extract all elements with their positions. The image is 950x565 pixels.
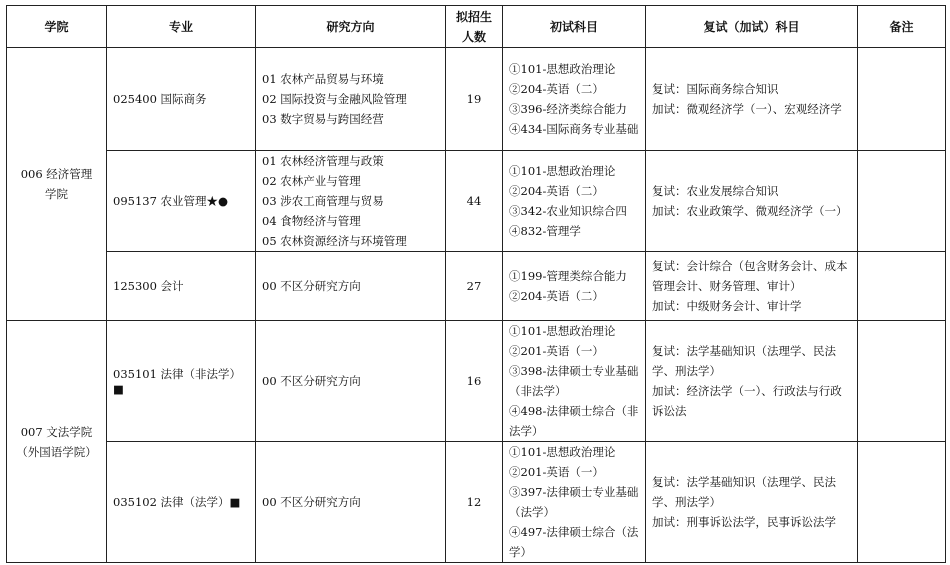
retest-cell bbox=[646, 252, 858, 321]
retest-item: 加试：农业政策学、微观经济学（一） bbox=[652, 204, 848, 218]
header-major: 专业 bbox=[107, 6, 256, 48]
direction-item: 03 数字贸易与跨国经营 bbox=[262, 112, 384, 126]
exam-item: ②204-英语（二） bbox=[509, 184, 604, 198]
direction-item: 01 农林经济管理与政策 bbox=[262, 154, 384, 168]
retest-item: 加试：刑事诉讼法学，民事诉讼法学 bbox=[652, 515, 836, 529]
college-name-line: 学院 bbox=[45, 187, 68, 201]
header-remark: 备注 bbox=[858, 6, 946, 48]
retest-item: 复试：会计综合（包含财务会计、成本管理会计、财务管理、审计） bbox=[652, 259, 848, 293]
major-cell: 025400 国际商务 bbox=[107, 48, 256, 151]
major-cell: 125300 会计 bbox=[107, 252, 256, 321]
retest-cell bbox=[646, 48, 858, 151]
exam-item: ③342-农业知识综合四 bbox=[509, 204, 627, 218]
exam-item: ④497-法律硕士综合（法学） bbox=[509, 525, 639, 559]
college-name-line: 006 经济管理 bbox=[20, 167, 93, 181]
direction-item: 03 涉农工商管理与贸易 bbox=[262, 194, 384, 208]
exam-item: ④832-管理学 bbox=[509, 224, 581, 238]
exam-cell bbox=[503, 321, 646, 442]
retest-cell bbox=[646, 321, 858, 442]
admission-table bbox=[6, 5, 946, 563]
header-retest: 复试（加试）科目 bbox=[646, 6, 858, 48]
quota-cell: 27 bbox=[446, 252, 503, 321]
direction-item: 02 农林产业与管理 bbox=[262, 174, 361, 188]
college-cell bbox=[7, 48, 107, 321]
header-direction: 研究方向 bbox=[256, 6, 446, 48]
exam-item: ①101-思想政治理论 bbox=[509, 62, 616, 76]
remark-cell bbox=[858, 252, 946, 321]
table-row bbox=[7, 442, 946, 563]
exam-item: ①199-管理类综合能力 bbox=[509, 269, 627, 283]
remark-cell bbox=[858, 321, 946, 442]
table-row bbox=[7, 151, 946, 252]
college-name-line: （外国语学院） bbox=[16, 444, 97, 459]
retest-item: 复试：法学基础知识（法理学、民法学、刑法学） bbox=[652, 344, 836, 378]
direction-item: 04 食物经济与管理 bbox=[262, 214, 361, 228]
retest-item: 复试：农业发展综合知识 bbox=[652, 184, 779, 198]
retest-cell bbox=[646, 442, 858, 563]
exam-item: ②204-英语（二） bbox=[509, 289, 604, 303]
exam-item: ③397-法律硕士专业基础（法学） bbox=[509, 485, 639, 519]
direction-item: 00 不区分研究方向 bbox=[262, 279, 361, 293]
exam-cell bbox=[503, 442, 646, 563]
direction-cell bbox=[256, 321, 446, 442]
header-exam: 初试科目 bbox=[503, 6, 646, 48]
retest-item: 复试：法学基础知识（法理学、民法学、刑法学） bbox=[652, 475, 836, 509]
quota-cell: 44 bbox=[446, 151, 503, 252]
quota-cell: 19 bbox=[446, 48, 503, 151]
major-cell: 095137 农业管理★● bbox=[107, 151, 256, 252]
exam-item: ②201-英语（一） bbox=[509, 465, 604, 479]
header-quota-line1: 拟招生 bbox=[455, 9, 492, 24]
header-quota-line2: 人数 bbox=[461, 29, 486, 44]
exam-item: ④498-法律硕士综合（非法学） bbox=[509, 404, 639, 438]
college-cell bbox=[7, 321, 107, 563]
direction-item: 05 农林资源经济与环境管理 bbox=[262, 234, 407, 248]
major-cell: 035101 法律（非法学）■ bbox=[107, 321, 256, 442]
exam-item: ②204-英语（二） bbox=[509, 82, 604, 96]
table-row bbox=[7, 321, 946, 442]
header-college: 学院 bbox=[7, 6, 107, 48]
direction-item: 01 农林产品贸易与环境 bbox=[262, 72, 384, 86]
major-cell: 035102 法律（法学）■ bbox=[107, 442, 256, 563]
remark-cell bbox=[858, 151, 946, 252]
retest-item: 加试：微观经济学（一）、宏观经济学 bbox=[652, 102, 842, 116]
direction-item: 00 不区分研究方向 bbox=[262, 495, 361, 509]
exam-item: ②201-英语（一） bbox=[509, 344, 604, 358]
exam-item: ①101-思想政治理论 bbox=[509, 445, 616, 459]
table-row bbox=[7, 252, 946, 321]
retest-item: 复试：国际商务综合知识 bbox=[652, 82, 779, 96]
exam-cell bbox=[503, 151, 646, 252]
remark-cell bbox=[858, 442, 946, 563]
direction-cell bbox=[256, 252, 446, 321]
retest-item: 加试：经济法学（一）、行政法与行政诉讼法 bbox=[652, 384, 842, 418]
college-name-line: 007 文法学院 bbox=[20, 424, 93, 439]
direction-item: 02 国际投资与金融风险管理 bbox=[262, 92, 407, 106]
direction-item: 00 不区分研究方向 bbox=[262, 374, 361, 388]
table-row bbox=[7, 48, 946, 151]
exam-item: ③396-经济类综合能力 bbox=[509, 102, 627, 116]
exam-item: ①101-思想政治理论 bbox=[509, 164, 616, 178]
direction-cell bbox=[256, 151, 446, 252]
retest-cell bbox=[646, 151, 858, 252]
direction-cell bbox=[256, 48, 446, 151]
header-quota bbox=[446, 6, 503, 48]
direction-cell bbox=[256, 442, 446, 563]
retest-item: 加试：中级财务会计、审计学 bbox=[652, 299, 802, 313]
exam-item: ①101-思想政治理论 bbox=[509, 324, 616, 338]
exam-cell bbox=[503, 48, 646, 151]
header-row bbox=[7, 6, 946, 48]
exam-item: ③398-法律硕士专业基础（非法学） bbox=[509, 364, 639, 398]
remark-cell bbox=[858, 48, 946, 151]
quota-cell: 16 bbox=[446, 321, 503, 442]
exam-item: ④434-国际商务专业基础 bbox=[509, 122, 639, 136]
exam-cell bbox=[503, 252, 646, 321]
quota-cell: 12 bbox=[446, 442, 503, 563]
